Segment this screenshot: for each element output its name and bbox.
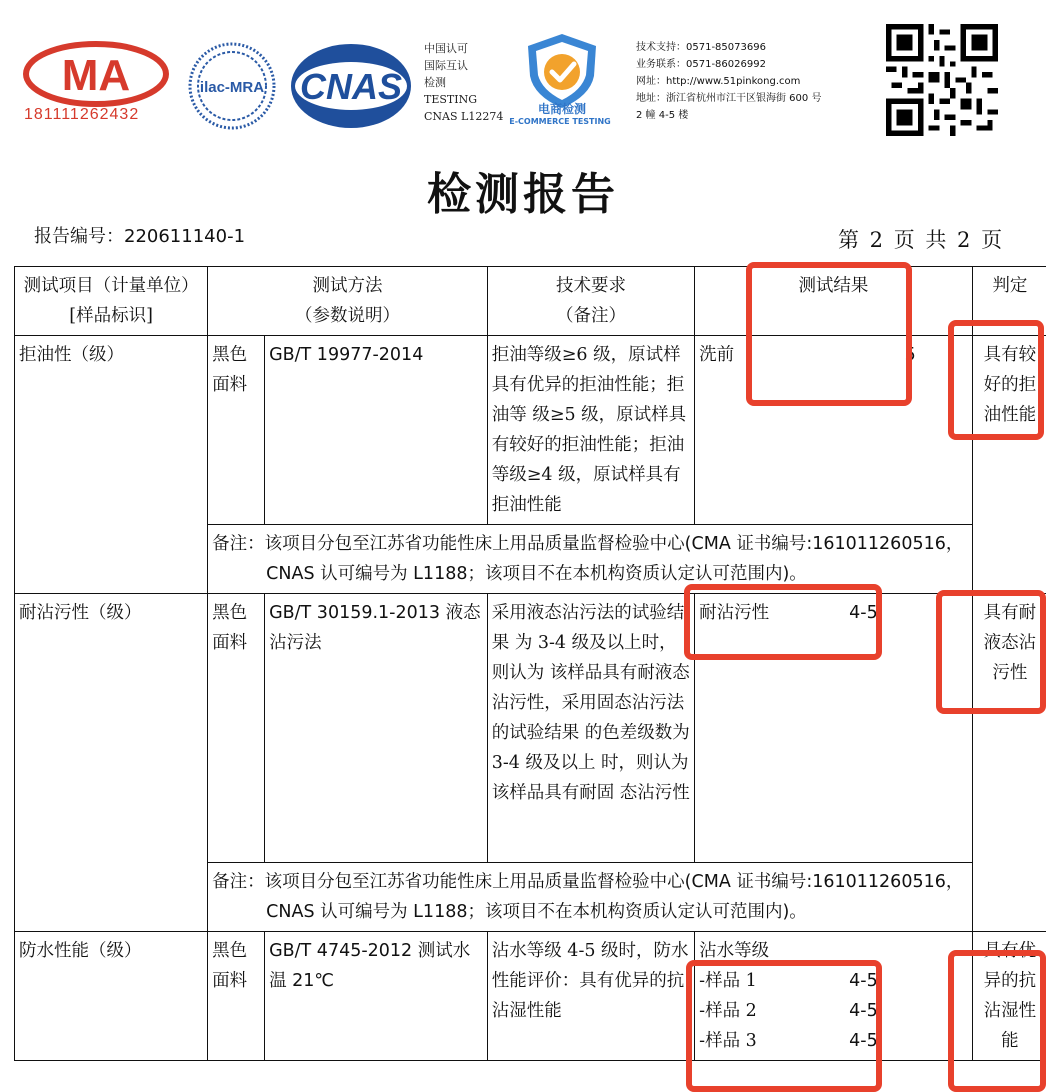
test-method: GB/T 30159.1-2013 液态沾污法 (265, 594, 488, 863)
table-header-row (15, 267, 1046, 336)
page-title: 检测报告 (427, 169, 619, 220)
item-name: 耐沾污性（级） (15, 594, 208, 932)
judgement: 具有优异的抗沾湿性能 (972, 932, 1046, 1061)
test-method: GB/T 4745-2012 测试水温 21℃ (265, 932, 488, 1061)
item-name: 防水性能（级） (15, 932, 208, 1061)
item-name: 拒油性（级） (15, 336, 208, 594)
page-info: 第 2 页 共 2 页 (838, 228, 1005, 252)
header-method: 测试方法 （参数说明） (208, 267, 488, 336)
sample-id: 黑色面料 (208, 932, 265, 1061)
header-requirement: 技术要求 （备注） (487, 267, 694, 336)
sample-result: -样品 2 4-5 (699, 1001, 878, 1021)
ec-testing-english: E-COMMERCE TESTING (509, 117, 611, 126)
header-result: 测试结果 (695, 267, 973, 336)
ilac-mra-logo-icon (186, 40, 278, 132)
contact-info: 技术支持：0571-85073696 业务联系：0571-86026992 网址：http://www.51pinkong.com 地址：浙江省杭州市江干区银海街 600 号 2 幢 4-5 楼 (636, 42, 822, 121)
cnas-logo-icon (288, 40, 414, 132)
sample-result: -样品 3 4-5 (699, 1031, 878, 1051)
sample-result: -样品 1 4-5 (699, 971, 878, 991)
header-judgement: 判定 (972, 267, 1046, 336)
report-number: 报告编号：220611140-1 (34, 226, 246, 247)
table-row (15, 336, 1046, 525)
judgement: 具有耐液态沾污性 (972, 594, 1046, 932)
remark: 备注：该项目分包至江苏省功能性床上用品质量监督检验中心(CMA 证书编号:161011260516，CNAS 认可编号为 L1188；该项目不在本机构资质认定认可范围内)。 (208, 525, 973, 594)
test-result: 耐沾污性 4-5 (695, 594, 973, 863)
judgement: 具有较好的拒油性能 (972, 336, 1046, 594)
remark: 备注：该项目分包至江苏省功能性床上用品质量监督检验中心(CMA 证书编号:161011260516，CNAS 认可编号为 L1188；该项目不在本机构资质认定认可范围内)。 (208, 863, 973, 932)
cma-number: 181111262432 (24, 106, 140, 123)
qr-code-icon (886, 24, 998, 136)
svg-text:CNAS: CNAS (299, 66, 403, 107)
test-result: 洗前 5 (695, 336, 973, 525)
sample-id: 黑色面料 (208, 336, 265, 525)
technical-requirement: 沾水等级 4-5 级时，防水性能评价：具有优异的抗沾湿性能 (487, 932, 694, 1061)
technical-requirement: 拒油等级≥6 级，原试样具有优异的拒油性能；拒油等 级≥5 级，原试样具有较好的拒油性能；拒油等级≥4 级，原试样具有拒油性能 (487, 336, 694, 525)
technical-requirement: 采用液态沾污法的试验结果 为 3-4 级及以上时，则认为 该样品具有耐液态沾污性，采用固态沾污法的试验结果 的色差级数为 3-4 级及以上 时，则认为该样品具有耐固 态沾污性 (487, 594, 694, 863)
table-row (15, 594, 1046, 863)
test-result: 沾水等级 -样品 1 4-5 -样品 2 4-5 -样品 3 4-5 (695, 932, 973, 1061)
table-row (15, 932, 1046, 1061)
test-method: GB/T 19977-2014 (265, 336, 488, 525)
results-table (14, 266, 1046, 1061)
header-item: 测试项目（计量单位） [样品标识] (15, 267, 208, 336)
sample-id: 黑色面料 (208, 594, 265, 863)
svg-text:ilac-MRA: ilac-MRA (199, 79, 265, 96)
report-header (0, 0, 1046, 150)
certification-text: 中国认可 国际互认 检测 TESTING CNAS L12274 (424, 42, 504, 123)
ec-testing-name: 电商检测 (537, 102, 586, 116)
svg-text:MA: MA (61, 51, 131, 100)
